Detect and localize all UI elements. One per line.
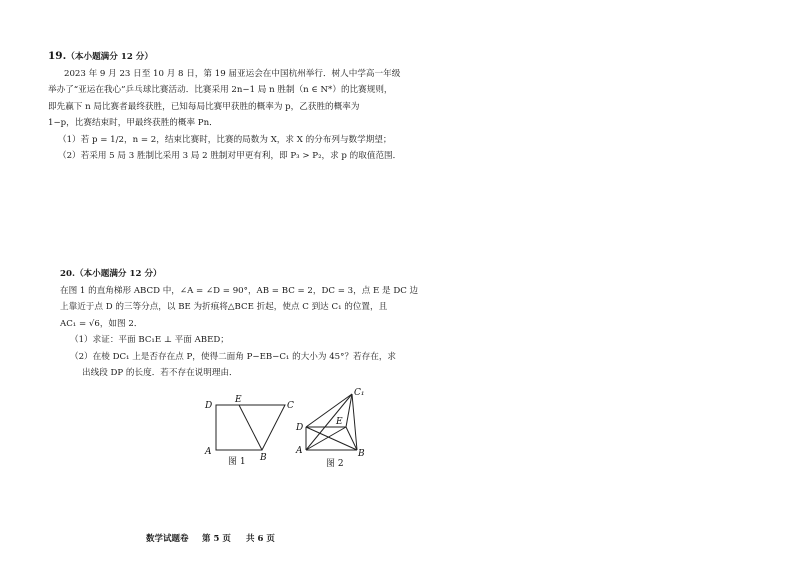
question-19-line-2: 举办了“亚运在我心”乒乓球比赛活动．比赛采用 2n−1 局 n 胜制（n ∈ N*）的比赛规则， xyxy=(48,85,393,95)
figure-2-folded-solid xyxy=(294,386,374,458)
question-20-part-1: （1）求证：平面 BC₁E ⊥ 平面 ABED； xyxy=(70,335,229,345)
question-19 xyxy=(48,48,402,165)
question-20-line-3: AC₁ = √6，如图 2． xyxy=(60,318,143,329)
question-20-line-1: 在图 1 的直角梯形 ABCD 中，∠A = ∠D = 90°，AB = BC = 2，DC = 3，点 E 是 DC 边 xyxy=(60,285,419,296)
fig1-label-a: A xyxy=(205,447,212,457)
figure-1-caption: 图 1 xyxy=(228,457,246,467)
question-19-line-3: 即先赢下 n 局比赛者最终获胜，已知每局比赛甲获胜的概率为 p，乙获胜的概率为 xyxy=(48,101,360,112)
question-20-score: （本小题满分 12 分） xyxy=(74,269,162,279)
question-19-number: 19. xyxy=(48,50,67,62)
question-20-line-2: 上靠近于点 D 的三等分点，以 BE 为折痕将△BCE 折起，使点 C 到达 C₁ 的位置，且 xyxy=(60,302,388,312)
question-19-part-1: （1）若 p = 1/2，n = 2，结束比赛时，比赛的局数为 X，求 X 的分布列与数学期望； xyxy=(58,134,392,145)
footer-page-number: 第 5 页 xyxy=(202,534,231,544)
question-20-number: 20. xyxy=(60,269,75,279)
question-20 xyxy=(60,266,419,382)
fig1-label-b: B xyxy=(260,453,267,463)
footer-total-pages: 共 6 页 xyxy=(246,534,275,544)
question-19-score: （本小题满分 12 分） xyxy=(66,52,153,62)
fig1-label-c: C xyxy=(287,401,294,411)
fig2-label-d: D xyxy=(296,423,304,433)
fig1-label-e: E xyxy=(235,395,242,405)
figure-2-caption: 图 2 xyxy=(326,459,344,469)
fig2-label-e: E xyxy=(336,417,343,427)
edge-ae xyxy=(306,427,346,450)
edge-db xyxy=(306,427,357,450)
question-20-part-2b: 出线段 DP 的长度．若不存在说明理由． xyxy=(82,368,238,378)
fold-line-be xyxy=(239,405,262,450)
question-19-line-1: 2023 年 9 月 23 日至 10 月 8 日，第 19 届亚运会在中国杭州举行．树人中学高一年级 xyxy=(64,68,401,79)
question-20-header xyxy=(60,266,380,283)
footer-subject: 数学试题卷 xyxy=(146,534,189,544)
question-19-line-4: 1−p，比赛结束时，甲最终获胜的概率 Pn． xyxy=(48,118,218,128)
edge-c1e xyxy=(346,394,352,427)
question-20-part-2a: （2）在棱 DC₁ 上是否存在点 P，使得二面角 P−EB−C₁ 的大小为 45°？若存在，求 xyxy=(70,351,397,362)
fig2-label-b: B xyxy=(358,449,365,458)
question-19-part-2: （2）若采用 5 局 3 胜制比采用 3 局 2 胜制对甲更有利，即 P₃ > P₂，求 p 的取值范围． xyxy=(58,151,402,161)
fig1-label-d: D xyxy=(205,401,213,411)
fig2-label-a: A xyxy=(296,446,303,456)
question-19-header xyxy=(48,48,378,66)
fig2-label-c1: C₁ xyxy=(354,388,365,398)
